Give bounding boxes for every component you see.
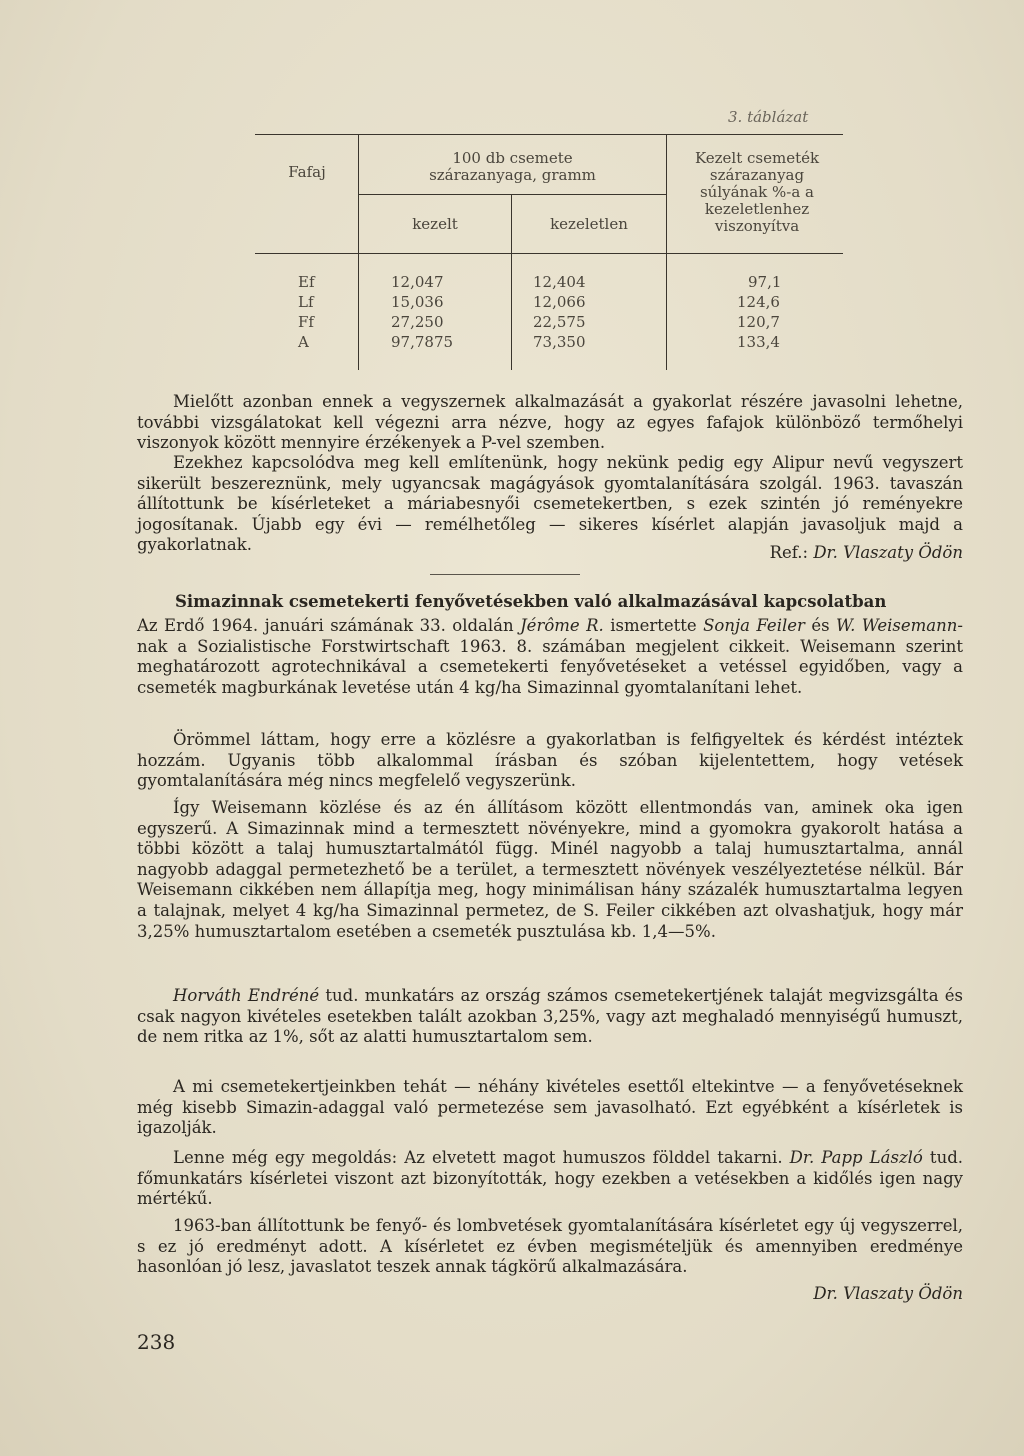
paragraph [137,616,963,698]
paragraph: Így Weisemann közlése és az én állításom között ellentmondás van, aminek oka igen egyszerű. A Simazinnak mind a termesztett növényekre, mind a gyomokra gyakorolt hatása a többi között a talaj humusztartalmától függ. Minél nagyobb a talaj humusztartalma, annál nagyobb adaggal permetezhető be a terület, a termesztett növények veszélyeztetése nélkül. Bár Weisemann cikkében nem állapítja meg, hogy minimálisan hány százalék humusztartalma legyen a talajnak, melyet 4 kg/ha Simazinnal permetez, de S. Feiler cikkében azt olvashatjuk, hogy már 3,25% humusztartalom esetében a csemeték pusztulása kb. 1,4—5%. [137,798,963,941]
author-name: Dr. Papp László [789,1148,923,1167]
text-span: ismertette [603,616,704,635]
text-span: -nak a Sozialistische Forstwirtschaft 1963. 8. számában megjelent cikkeit. Weisemann szerint meghatározott agrotechnikával a csemetekerti fenyővetéseket a vetéssel egyidőben, vagy a csemeték magburkának levetése után 4 kg/ha Simazinnal gyomtalanítani lehet. [137,616,963,697]
signature [137,1284,963,1305]
ref-author: Dr. Vlaszaty Ödön [813,543,963,562]
text-span: és [804,616,837,635]
cell-kezeletlen: 12,404 [533,273,586,291]
cell-kezeletlen: 22,575 [533,313,586,331]
header-ratio: Kezelt csemeték szárazanyag súlyának %-a a kezeletlenhez viszonyítva [694,149,820,235]
cell-ratio: 120,7 [737,313,780,331]
text-span: tud. munkatárs az ország számos csemetekertjének talaját megvizsgálta és csak nagyon kivételes esetekben talált azokban 3,25%, vagy azt meghaladó mennyiségű humuszt, de nem ritka az 1%, sőt az alatti humusztartalom sem. [137,986,964,1047]
author-name: W. Weisemann [836,616,958,635]
cell-ratio: 133,4 [737,333,780,351]
text-span: Lenne még egy megoldás: Az elvetett magot humuszos földdel takarni. [173,1148,790,1167]
author-name: Sonja Feiler [703,616,805,635]
text-span: tud. főmunkatárs kísérletei viszont azt bizonyították, hogy ezekben a vetésekben a kidőlés igen nagy mértékű. [137,1148,964,1209]
paragraph [137,1148,963,1210]
paragraph: 1963-ban állítottunk be fenyő- és lombvetések gyomtalanítására kísérletet egy új vegyszerrel, s ez jó eredményt adott. A kísérletet ez évben megismételjük és amennyiben eredménye hasonlóan jó lesz, javaslatot teszek annak tágkörű alkalmazására. [137,1216,963,1277]
paragraph: Örömmel láttam, hogy erre a közlésre a gyakorlatban is felfigyeltek és kérdést intéztek hozzám. Ugyanis több alkalommal írásban és szóban kijelentettem, hogy vetések gyomtalanítására még nincs megfelelő vegyszerünk. [137,730,963,791]
table-col-divider-1 [358,134,359,370]
cell-kezeletlen: 12,066 [533,293,586,311]
paragraph: Mielőtt azonban ennek a vegyszernek alkalmazását a gyakorlat részére javasolni lehetne, további vizsgálatokat kell végezni arra nézve, hogy az egyes fafajok különböző termőhelyi viszonyok között mennyire érzékenyek a P-vel szemben. [137,392,963,453]
table-col-divider-2 [511,194,512,370]
page-number: 238 [137,1330,176,1354]
cell-ratio: 97,1 [748,273,782,291]
cell-kezelt: 15,036 [391,293,444,311]
cell-kezelt: 97,7875 [391,333,454,351]
reference-line [137,543,963,564]
table-rule-top [255,134,843,135]
paragraph: A mi csemetekertjeinkben tehát — néhány kivételes esettől eltekintve — a fenyővetéseknek még kisebb Simazin-adaggal való permetezése sem javasolható. Ezt egyébként a kísérletek is igazolják. [137,1077,963,1138]
article-divider [430,574,580,575]
text-span: Az Erdő 1964. januári számának 33. oldalán [137,616,521,635]
table-rule-group [358,194,666,195]
ref-label: Ref.: [769,543,809,562]
table-rule-header [255,253,843,254]
cell-fafaj: Lf [298,293,314,311]
header-kezeletlen: kezeletlen [550,215,628,233]
author-name: Horváth Endréné [173,986,320,1005]
header-fafaj: Fafaj [288,163,326,181]
cell-ratio: 124,6 [737,293,780,311]
cell-fafaj: Ff [298,313,314,331]
article-title: Simazinnak csemetekerti fenyővetésekben való alkalmazásával kapcsolatban [175,592,887,611]
table-caption: 3. táblázat [728,108,809,126]
paragraph: Ezekhez kapcsolódva meg kell említenünk, hogy nekünk pedig egy Alipur nevű vegyszert sikerült beszereznünk, mely ugyancsak magágyások gyomtalanítására szolgál. 1963. tavaszán állítottunk be kísérleteket a máriabesnyői csemetekertben, s ezek szintén jó reményekre jogosítanak. Újabb egy évi — remélhetőleg — sikeres kísérlet alapján javasoljuk majd a gyakorlatnak. [137,453,963,555]
cell-kezeletlen: 73,350 [533,333,586,351]
author-name: Jérôme R. [520,616,604,635]
cell-fafaj: A [298,333,309,351]
cell-kezelt: 12,047 [391,273,444,291]
cell-kezelt: 27,250 [391,313,444,331]
paragraph [137,986,963,1048]
header-kezelt: kezelt [412,215,458,233]
cell-fafaj: Ef [298,273,315,291]
table-col-divider-3 [666,134,667,370]
signature-name: Dr. Vlaszaty Ödön [813,1284,963,1303]
header-group: 100 db csemete szárazanyaga, gramm [429,149,596,184]
